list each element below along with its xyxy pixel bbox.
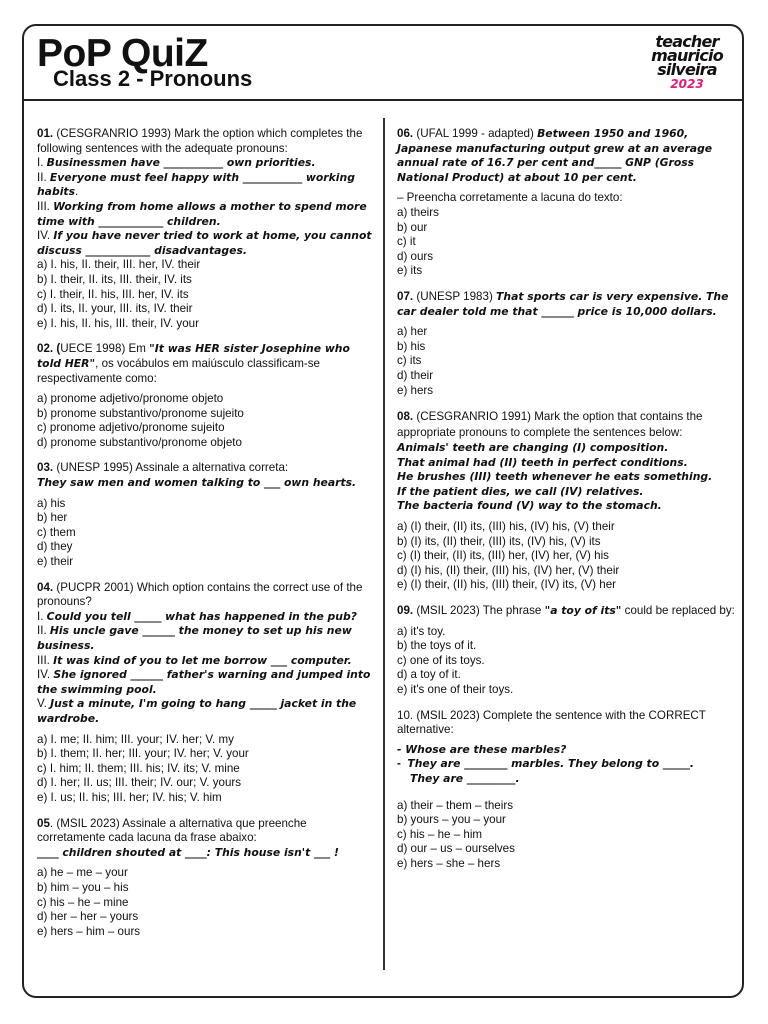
question-number: 03. xyxy=(37,461,54,475)
item-sentence: Everyone must feel happy with ___________ working habits xyxy=(37,170,355,199)
option-d[interactable]: d) they xyxy=(37,540,73,554)
header-divider xyxy=(22,99,744,101)
question-sentence: They saw men and women talking to ___ own hearts. xyxy=(37,476,357,490)
question-source: UECE 1998) Em xyxy=(60,342,150,356)
option-b[interactable]: b) her xyxy=(37,511,68,525)
dialog-line: They are _________. xyxy=(410,771,520,785)
roman-numeral: I. xyxy=(37,156,47,170)
option-c[interactable]: c) his – he – mine xyxy=(37,895,129,909)
item xyxy=(37,171,372,200)
option-a[interactable]: a) it's toy. xyxy=(397,624,446,638)
option-d[interactable]: d) (I) his, (II) their, (III) his, (IV) her, (V) their xyxy=(397,563,620,577)
item-sentence: It was kind of you to let me borrow ___ computer. xyxy=(53,653,352,667)
option-d[interactable]: d) pronome substantivo/pronome objeto xyxy=(37,435,242,449)
question-05-prompt xyxy=(37,817,372,846)
option-b[interactable]: b) I. them; II. her; III. your; IV. her; V. your xyxy=(37,747,249,761)
sentence-line: That animal had (II) teeth in perfect conditions. xyxy=(397,455,688,469)
answer-options xyxy=(37,497,372,570)
sentence-line: Animals' teeth are changing (I) composition. xyxy=(397,441,669,455)
option-b[interactable]: b) him – you – his xyxy=(37,880,129,894)
question-04 xyxy=(37,581,372,806)
question-01 xyxy=(37,127,372,331)
question-sentence: Between 1950 and 1960, Japanese manufacturing output grew at an average annual rate of 16.7 per cent and_____ GNP (Gross National Product) at about 10 per cent. xyxy=(397,127,713,184)
question-rest: could be replaced by: xyxy=(621,604,735,618)
question-07-prompt xyxy=(397,290,735,319)
sentence-line: The bacteria found (V) way to the stomach. xyxy=(397,499,662,513)
option-c[interactable]: c) its xyxy=(397,354,422,368)
roman-numeral: IV. xyxy=(37,668,54,682)
option-d[interactable]: d) I. her; II. us; III. their; IV. our; V. yours xyxy=(37,776,242,790)
logo-year: 2023 xyxy=(670,77,704,91)
question-sentence: ____ children shouted at ____: This house isn't ___ ! xyxy=(37,845,339,859)
question-rest: , os vocábulos em maiúsculo classificam-se respectivamente como: xyxy=(37,356,320,385)
answer-options xyxy=(397,325,735,398)
logo-line-3: silveira xyxy=(657,60,717,79)
answer-options xyxy=(37,866,372,939)
option-a[interactable]: a) her xyxy=(397,325,428,339)
option-c[interactable]: c) it xyxy=(397,235,416,249)
teacher-logo xyxy=(636,32,738,91)
option-c[interactable]: c) (I) their, (II) its, (III) her, (IV) her, (V) his xyxy=(397,549,609,563)
option-e[interactable]: e) hers – she – hers xyxy=(397,856,501,870)
question-number: 04. xyxy=(37,580,54,594)
item-sentence: Could you tell _____ what has happened in the pub? xyxy=(46,609,357,623)
answer-options xyxy=(397,625,735,698)
roman-numeral: III. xyxy=(37,653,54,667)
question-sentence: That sports car is very expensive. The car dealer told me that ______ price is 10,000 dollars. xyxy=(397,289,729,318)
question-number: 01. xyxy=(37,127,54,140)
option-e[interactable]: e) I. his, II. his, III. their, IV. your xyxy=(37,316,199,330)
quiz-subtitle: Class 2 - Pronouns xyxy=(53,66,253,91)
option-d[interactable]: d) her – her – yours xyxy=(37,910,139,924)
option-b[interactable]: b) the toys of it. xyxy=(397,639,477,653)
roman-numeral: I. xyxy=(37,609,47,623)
roman-numeral: IV. xyxy=(37,229,54,243)
option-d[interactable]: d) ours xyxy=(397,249,434,263)
question-01-prompt xyxy=(37,127,372,156)
quiz-title: PoP QuiZ xyxy=(37,32,208,75)
question-intro: (UFAL 1999 - adapted) xyxy=(413,127,538,140)
answer-options xyxy=(397,206,735,279)
question-06-prompt xyxy=(397,127,735,185)
option-d[interactable]: d) our – us – ourselves xyxy=(397,842,515,856)
roman-numeral: II. xyxy=(37,170,50,184)
option-a[interactable]: a) their – them – theirs xyxy=(397,798,513,812)
option-d[interactable]: d) a toy of it. xyxy=(397,668,461,682)
option-c[interactable]: c) them xyxy=(37,525,76,539)
bullet-dash: - xyxy=(397,757,401,771)
option-c[interactable]: c) pronome adjetivo/pronome sujeito xyxy=(37,421,225,435)
option-a[interactable]: a) theirs xyxy=(397,205,439,219)
answer-options xyxy=(397,799,735,872)
right-column xyxy=(397,127,735,883)
option-e[interactable]: e) I. us; II. his; III. her; IV. his; V. him xyxy=(37,790,222,804)
question-04-prompt xyxy=(37,581,372,610)
question-number: 09. xyxy=(397,604,414,618)
answer-options xyxy=(397,520,735,593)
sentence-line: If the patient dies, we call (IV) relatives. xyxy=(397,484,644,498)
question-number: 06. xyxy=(397,127,414,140)
question-03-prompt xyxy=(37,461,372,476)
option-c[interactable]: c) I. him; II. them; III. his; IV. its; V. mine xyxy=(37,761,240,775)
question-08 xyxy=(397,409,735,593)
question-10 xyxy=(397,709,735,872)
item-sentence: Just a minute, I'm going to hang _____ jacket in the wardrobe. xyxy=(37,697,357,725)
roman-numeral: V. xyxy=(37,697,51,711)
question-03 xyxy=(37,461,372,569)
question-02-prompt xyxy=(37,342,372,386)
option-a[interactable]: a) I. his, II. their, III. her, IV. their xyxy=(37,258,201,272)
question-intro: (PUCPR 2001) Which option contains the correct use of the pronouns? xyxy=(37,580,363,609)
option-c[interactable]: c) his – he – him xyxy=(397,827,483,841)
question-07 xyxy=(397,290,735,398)
sentence-line: He brushes (III) teeth whenever he eats something. xyxy=(397,470,713,484)
item xyxy=(37,697,372,726)
item-sentence: Businessmen have ___________ own priorities. xyxy=(46,156,316,170)
dialog-line: - Whose are these marbles? xyxy=(397,742,567,756)
item xyxy=(37,624,372,653)
option-b[interactable]: b) I. their, II. its, III. their, IV. its xyxy=(37,272,192,286)
option-b[interactable]: b) (I) its, (II) their, (III) its, (IV) his, (V) its xyxy=(397,534,601,548)
question-number: 05 xyxy=(37,816,50,830)
answer-options xyxy=(37,258,372,331)
option-c[interactable]: c) one of its toys. xyxy=(397,653,485,667)
option-b[interactable]: b) pronome substantivo/pronome sujeito xyxy=(37,406,244,420)
option-a[interactable]: a) pronome adjetivo/pronome objeto xyxy=(37,392,224,406)
logo-line-2: mauricio xyxy=(651,46,723,65)
option-e[interactable]: e) their xyxy=(37,555,74,569)
question-05 xyxy=(37,817,372,940)
question-number: 02. xyxy=(37,342,54,356)
option-e[interactable]: e) (I) their, (II) his, (III) their, (IV) its, (V) her xyxy=(397,578,617,592)
option-d[interactable]: d) I. its, II. your, III. its, IV. their xyxy=(37,302,193,316)
item-sentence: His uncle gave ______ the money to set up his new business. xyxy=(37,624,352,652)
option-e[interactable]: e) hers xyxy=(397,383,434,397)
roman-numeral: II. xyxy=(37,624,50,638)
question-intro: (MSIL 2023) The phrase xyxy=(413,604,545,618)
option-b[interactable]: b) his xyxy=(397,339,426,353)
item xyxy=(37,229,372,258)
logo-line-1: teacher xyxy=(655,32,719,51)
dialog-sentence: They are ________ marbles. They belong to _____. xyxy=(407,757,694,771)
question-intro: (UNESP 1995) Assinale a alternativa correta: xyxy=(53,461,289,475)
item xyxy=(37,156,372,171)
question-02 xyxy=(37,342,372,450)
item xyxy=(37,610,372,625)
item-sentence: If you have never tried to work at home, you cannot discuss ____________ disadvantages. xyxy=(37,229,372,257)
paren: ( xyxy=(53,342,61,356)
roman-numeral: III. xyxy=(37,199,54,213)
answer-options xyxy=(37,392,372,450)
option-a[interactable]: a) his xyxy=(37,496,66,510)
option-a[interactable]: a) he – me – your xyxy=(37,866,128,880)
option-e[interactable]: e) it's one of their toys. xyxy=(397,683,514,696)
question-10-prompt: 10. (MSIL 2023) Complete the sentence with the CORRECT alternative: xyxy=(397,708,706,737)
item-sentence: Working from home allows a mother to spend more time with ____________ children. xyxy=(37,199,367,228)
question-intro: (CESGRANRIO 1991) Mark the option that contains the appropriate pronouns to complete the sentences below: xyxy=(397,410,703,440)
option-a[interactable]: a) I. me; II. him; III. your; IV. her; V. my xyxy=(37,732,234,746)
option-b[interactable]: b) yours – you – your xyxy=(397,813,506,827)
item xyxy=(37,200,372,229)
item xyxy=(37,654,372,669)
question-intro: . (MSIL 2023) Assinale a alternativa que preenche corretamente cada lacuna da frase abaixo: xyxy=(37,816,307,845)
left-column xyxy=(37,127,372,950)
quoted-sentence: "It was HER sister Josephine who told HER" xyxy=(37,342,350,370)
option-d[interactable]: d) their xyxy=(397,368,434,382)
dialog-line xyxy=(397,757,735,772)
question-number: 08. xyxy=(397,410,414,424)
item-tail: . xyxy=(75,185,79,199)
question-09-prompt xyxy=(397,604,735,619)
question-intro: (CESGRANRIO 1993) Mark the option which completes the following sentences with the adequate pronouns: xyxy=(37,127,363,155)
option-a[interactable]: a) (I) their, (II) its, (III) his, (IV) his, (V) their xyxy=(397,520,615,534)
item xyxy=(37,668,372,697)
question-09 xyxy=(397,604,735,698)
quoted-phrase: "a toy of its" xyxy=(544,604,622,618)
answer-options xyxy=(37,733,372,806)
question-08-prompt xyxy=(397,409,735,441)
option-e[interactable]: e) its xyxy=(397,264,423,278)
option-e[interactable]: e) hers – him – ours xyxy=(37,924,141,938)
question-06 xyxy=(397,127,735,279)
question-number: 07. xyxy=(397,289,414,303)
question-instruction: – Preencha corretamente a lacuna do texto: xyxy=(397,191,623,205)
option-b[interactable]: b) our xyxy=(397,220,428,234)
question-intro: (UNESP 1983) xyxy=(413,289,497,303)
option-c[interactable]: c) I. their, II. his, III. her, IV. its xyxy=(37,287,189,301)
column-divider xyxy=(383,118,385,970)
item-sentence: She ignored ______ father's warning and jumped into the swimming pool. xyxy=(37,668,371,696)
